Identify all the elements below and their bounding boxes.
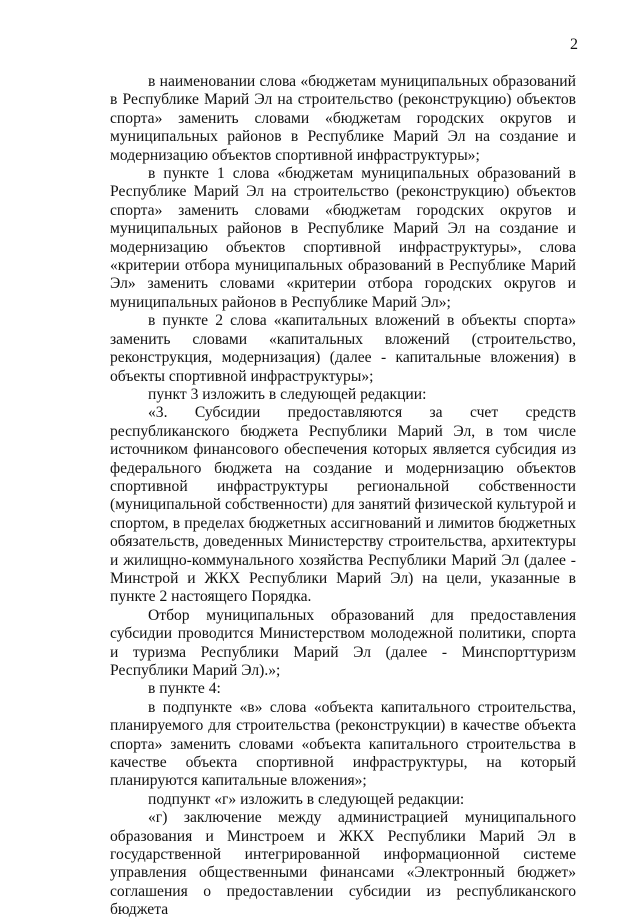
document-body (110, 73, 576, 920)
paragraph-point-3-text: «3. Субсидии предоставляются за счет средств республиканского бюджета Республики Марий Эл, в том числе источником финансового обеспечения которых является субсидия из федерального бюджета на создание и модернизацию объектов спортивной инфраструктуры региональной собственности (муниципальной собственности) для занятий физической культурой и спортом, в пределах бюджетных ассигнований и лимитов бюджетных обязательств, доведенных Министерству строительства, архитектуры и жилищно-коммунального хозяйства Республики Марий Эл (далее - Минстрой и ЖКХ Республики Марий Эл) на цели, указанные в пункте 2 настоящего Порядка. (110, 404, 576, 606)
paragraph-selection: Отбор муниципальных образований для предоставления субсидии проводится Министерством молодежной политики, спорта и туризма Республики Марий Эл (далее - Минспорттуризм Республики Марий Эл).»; (110, 606, 576, 679)
paragraph-point-4-intro: в пункте 4: (148, 680, 221, 698)
paragraph-point-1: в пункте 1 слова «бюджетам муниципальных образований в Республике Марий Эл на строительство (реконструкцию) объектов спорта» заменить словами «бюджетам городских округов и муниципальных районов в Республике Марий Эл на создание и модернизацию объектов спортивной инфраструктуры», слова «критерии отбора муниципальных образований в Республике Марий Эл» заменить словами «критерии отбора городских округов и муниципальных районов в Республике Марий Эл»; (110, 165, 576, 311)
paragraph-point-3-intro: пункт 3 изложить в следующей редакции: (148, 385, 427, 403)
paragraph-subpoint-g-intro: подпункт «г» изложить в следующей редакции: (148, 790, 465, 808)
paragraph-title-rename: в наименовании слова «бюджетам муниципальных образований в Республике Марий Эл на строительство (реконструкцию) объектов спорта» заменить словами «бюджетам городских округов и муниципальных районов в Республике Марий Эл на создание и модернизацию объектов спортивной инфраструктуры»; (110, 73, 576, 164)
paragraph-point-2: в пункте 2 слова «капитальных вложений в объекты спорта» заменить словами «капитальных вложений (строительство, реконструкция, модернизация) (далее - капитальные вложения) в объекты спортивной инфраструктуры»; (110, 312, 576, 385)
page-number: 2 (570, 36, 578, 53)
paragraph-subpoint-g-text: «г) заключение между администрацией муниципального образования и Минстроем и ЖКХ Республики Марий Эл в государственной интегрированной информационной системе управления общественными финансами «Электронный бюджет» соглашения о предоставлении субсидии из республиканского бюджета (110, 809, 576, 919)
paragraph-subpoint-v: в подпункте «в» слова «объекта капитального строительства, планируемого для строительства (реконструкции) в качестве объекта спорта» заменить словами «объекта капитального строительства в качестве объекта спортивной инфраструктуры, на который планируются капитальные вложения»; (110, 698, 576, 790)
